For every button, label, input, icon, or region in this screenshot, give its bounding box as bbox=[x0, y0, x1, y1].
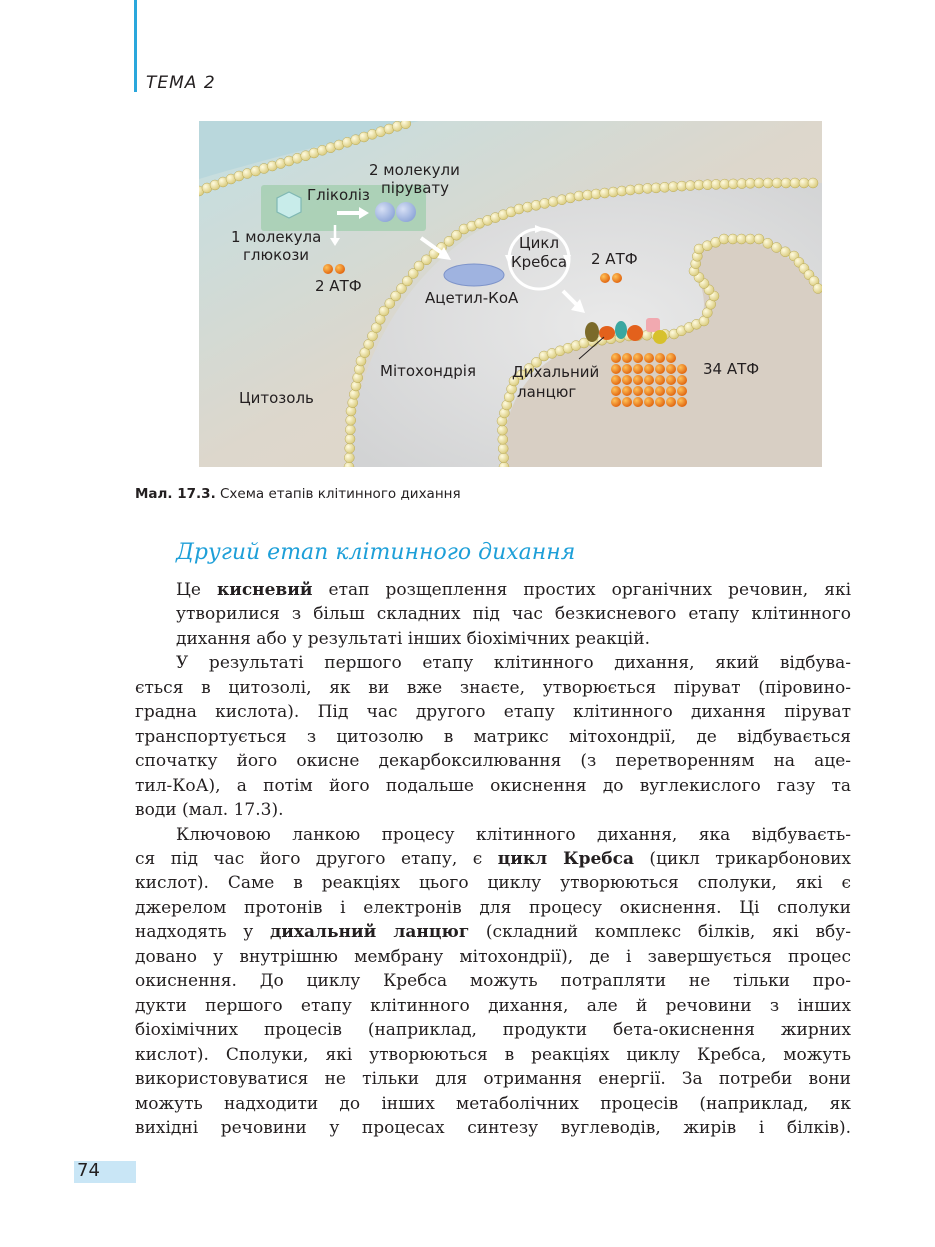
figure-illustration bbox=[199, 121, 822, 467]
membrane-bead bbox=[557, 195, 567, 205]
membrane-bead bbox=[345, 434, 355, 444]
atp-molecule bbox=[612, 273, 622, 283]
membrane-bead bbox=[763, 178, 773, 188]
text-line bbox=[135, 920, 851, 944]
text-line: градна кислота). Під час другого етапу клітинного дихання піруват bbox=[135, 702, 851, 723]
text-run: (цикл трикарбонових bbox=[633, 848, 851, 869]
membrane-bead bbox=[772, 243, 782, 253]
text-line: кислот). Саме в реакціях цього циклу утворюються сполуки, які є bbox=[135, 873, 851, 894]
label-atp-krebs: 2 АТФ bbox=[591, 250, 638, 268]
pyruvate-molecule bbox=[396, 202, 416, 222]
membrane-bead bbox=[531, 200, 541, 210]
membrane-bead bbox=[772, 178, 782, 188]
atp-molecule bbox=[644, 397, 654, 407]
text-run: надходять у bbox=[135, 922, 270, 943]
atp-molecule bbox=[655, 364, 665, 374]
membrane-bead bbox=[565, 193, 575, 203]
atp-molecule bbox=[633, 397, 643, 407]
atp-molecule bbox=[611, 353, 621, 363]
text-line: кислот). Сполуки, які утворюються в реакціях циклу Кребса, можуть bbox=[135, 1044, 851, 1065]
membrane-bead bbox=[344, 453, 354, 463]
section-heading: Другий етап клітинного дихання bbox=[176, 540, 576, 565]
atp-molecule bbox=[655, 386, 665, 396]
text-line: можуть надходити до інших метаболічних процесів (наприклад, як bbox=[135, 1093, 851, 1114]
atp-molecule bbox=[677, 386, 687, 396]
membrane-bead bbox=[345, 443, 355, 453]
atp-molecule bbox=[611, 364, 621, 374]
text-line: дукти першого етапу клітинного дихання, але й речовини з інших bbox=[135, 995, 851, 1016]
chain-protein bbox=[615, 321, 627, 339]
atp-molecule bbox=[323, 264, 333, 274]
bold-term: цикл Кребса bbox=[497, 848, 634, 869]
page-number: 74 bbox=[77, 1160, 100, 1181]
paragraph-2 bbox=[135, 651, 851, 822]
label-krebs-2: Кребса bbox=[511, 253, 568, 271]
label-pyruvate-1: 2 молекули bbox=[369, 161, 460, 179]
text-line: Ключовою ланкою процесу клітинного дихання, яка відбуваєть- bbox=[176, 824, 851, 845]
membrane-bead bbox=[540, 198, 550, 208]
membrane-bead bbox=[346, 415, 356, 425]
text-line: довано у внутрішню мембрану мітохондрії), де і завершується процес bbox=[135, 946, 851, 967]
atp-molecule bbox=[644, 364, 654, 374]
acetyl-coa-molecule bbox=[444, 264, 504, 286]
text-line: утворилися з більш складних під час безкисневого етапу клітинного bbox=[176, 604, 851, 625]
label-mitochondria: Мітохондрія bbox=[380, 362, 476, 380]
membrane-bead bbox=[548, 197, 558, 207]
atp-molecule bbox=[622, 386, 632, 396]
membrane-bead bbox=[808, 178, 818, 188]
membrane-bead bbox=[498, 434, 508, 444]
membrane-bead bbox=[499, 453, 509, 463]
membrane-bead bbox=[345, 425, 355, 435]
label-respiratory-chain-1: Дихальний bbox=[512, 363, 600, 381]
membrane-bead bbox=[523, 202, 533, 212]
atp-molecule bbox=[633, 353, 643, 363]
membrane-bead bbox=[799, 178, 809, 188]
atp-molecule bbox=[655, 375, 665, 385]
atp-molecule bbox=[611, 375, 621, 385]
atp-molecule bbox=[677, 375, 687, 385]
glucose-icon bbox=[277, 192, 301, 218]
text-line: джерелом протонів і електронів для процесу окиснення. Ці сполуки bbox=[135, 897, 851, 918]
atp-molecule bbox=[677, 364, 687, 374]
text-line: вихідні речовини у процесах синтезу вуглеводів, жирів і білків). bbox=[135, 1117, 851, 1138]
caption-text: Схема етапів клітинного дихання bbox=[215, 486, 461, 502]
membrane-bead bbox=[754, 178, 764, 188]
text-line bbox=[135, 847, 851, 871]
text-run: етап розщеплення простих органічних речовин, які bbox=[312, 580, 852, 600]
atp-molecule bbox=[666, 364, 676, 374]
label-glucose-2: глюкози bbox=[243, 246, 310, 264]
text-run: ся під час його другого етапу, є bbox=[135, 848, 498, 869]
cellular-respiration-figure bbox=[199, 121, 822, 467]
bold-term: кисневий bbox=[216, 580, 313, 600]
text-line: біохімічних процесів (наприклад, продукти бета-окиснення жирних bbox=[135, 1020, 851, 1041]
topic-accent-bar bbox=[134, 0, 137, 92]
atp-molecule bbox=[622, 397, 632, 407]
text-run: (складний комплекс білків, які вбу- bbox=[469, 922, 851, 943]
atp-molecule bbox=[644, 375, 654, 385]
membrane-bead bbox=[514, 204, 524, 214]
text-line: ється в цитозолі, як ви вже знаєте, утворюється піруват (піровино- bbox=[135, 677, 851, 698]
membrane-bead bbox=[737, 234, 747, 244]
atp-molecule bbox=[644, 386, 654, 396]
bold-term: дихальний ланцюг bbox=[269, 922, 470, 943]
paragraph-3 bbox=[135, 823, 851, 1141]
membrane-bead bbox=[498, 444, 508, 454]
atp-molecule bbox=[644, 353, 654, 363]
atp-molecule bbox=[335, 264, 345, 274]
chain-protein bbox=[599, 326, 615, 340]
atp-synthase-head bbox=[653, 330, 667, 344]
text-line: транспортується з цитозолю в матрикс мітохондрії, де відбувається bbox=[135, 726, 851, 747]
text-line: дихання або у результаті інших біохімічних реакцій. bbox=[176, 628, 650, 649]
membrane-bead bbox=[813, 284, 822, 294]
atp-molecule bbox=[666, 386, 676, 396]
label-glucose-1: 1 молекула bbox=[231, 228, 322, 246]
atp-molecule bbox=[633, 375, 643, 385]
label-atp-glycolysis: 2 АТФ bbox=[315, 277, 362, 295]
label-atp-chain: 34 АТФ bbox=[703, 360, 760, 378]
membrane-bead bbox=[790, 178, 800, 188]
atp-molecule bbox=[666, 375, 676, 385]
atp-molecule bbox=[611, 386, 621, 396]
text-run: Це bbox=[176, 580, 217, 600]
text-line: спочатку його окисне декарбоксилювання (з перетворенням на аце- bbox=[135, 751, 851, 772]
paragraph-1 bbox=[135, 578, 851, 651]
membrane-bead bbox=[719, 234, 729, 244]
text-line bbox=[135, 578, 851, 602]
text-line: використовуватися не тільки для отримання енергії. За потреби вони bbox=[135, 1069, 851, 1090]
pyruvate-molecule bbox=[375, 202, 395, 222]
atp-molecule bbox=[633, 386, 643, 396]
membrane-bead bbox=[401, 121, 411, 129]
topic-header: ТЕМА 2 bbox=[146, 73, 216, 93]
atp-molecule bbox=[622, 353, 632, 363]
label-krebs-1: Цикл bbox=[519, 234, 560, 252]
text-line: тил-КоА), а потім його подальше окиснення до вуглекислого газу та bbox=[135, 775, 851, 796]
text-line: води (мал. 17.3). bbox=[135, 800, 284, 821]
caption-number: Мал. 17.3. bbox=[135, 486, 216, 502]
text-line: окиснення. До циклу Кребса можуть потрапляти не тільки про- bbox=[135, 971, 851, 992]
chain-protein bbox=[627, 325, 643, 341]
atp-molecule bbox=[611, 397, 621, 407]
membrane-bead bbox=[781, 178, 791, 188]
label-pyruvate-2: пірувату bbox=[381, 179, 450, 197]
atp-molecule bbox=[633, 364, 643, 374]
atp-molecule bbox=[677, 397, 687, 407]
chain-protein bbox=[585, 322, 599, 342]
atp-molecule bbox=[666, 397, 676, 407]
atp-molecule bbox=[655, 397, 665, 407]
text-line: У результаті першого етапу клітинного дихання, який відбува- bbox=[176, 653, 851, 674]
atp-synthase bbox=[646, 318, 660, 332]
label-cytosol: Цитозоль bbox=[239, 389, 314, 407]
atp-molecule bbox=[600, 273, 610, 283]
atp-molecule bbox=[622, 364, 632, 374]
atp-molecule bbox=[622, 375, 632, 385]
body-text bbox=[135, 578, 851, 1140]
label-acetyl-coa: Ацетил-КоА bbox=[425, 289, 519, 307]
label-respiratory-chain-2: ланцюг bbox=[517, 383, 577, 401]
figure-caption bbox=[135, 486, 461, 502]
membrane-bead bbox=[754, 234, 764, 244]
label-glycolysis: Гліколіз bbox=[307, 186, 370, 204]
atp-molecule bbox=[666, 353, 676, 363]
membrane-bead bbox=[497, 425, 507, 435]
atp-molecule bbox=[655, 353, 665, 363]
